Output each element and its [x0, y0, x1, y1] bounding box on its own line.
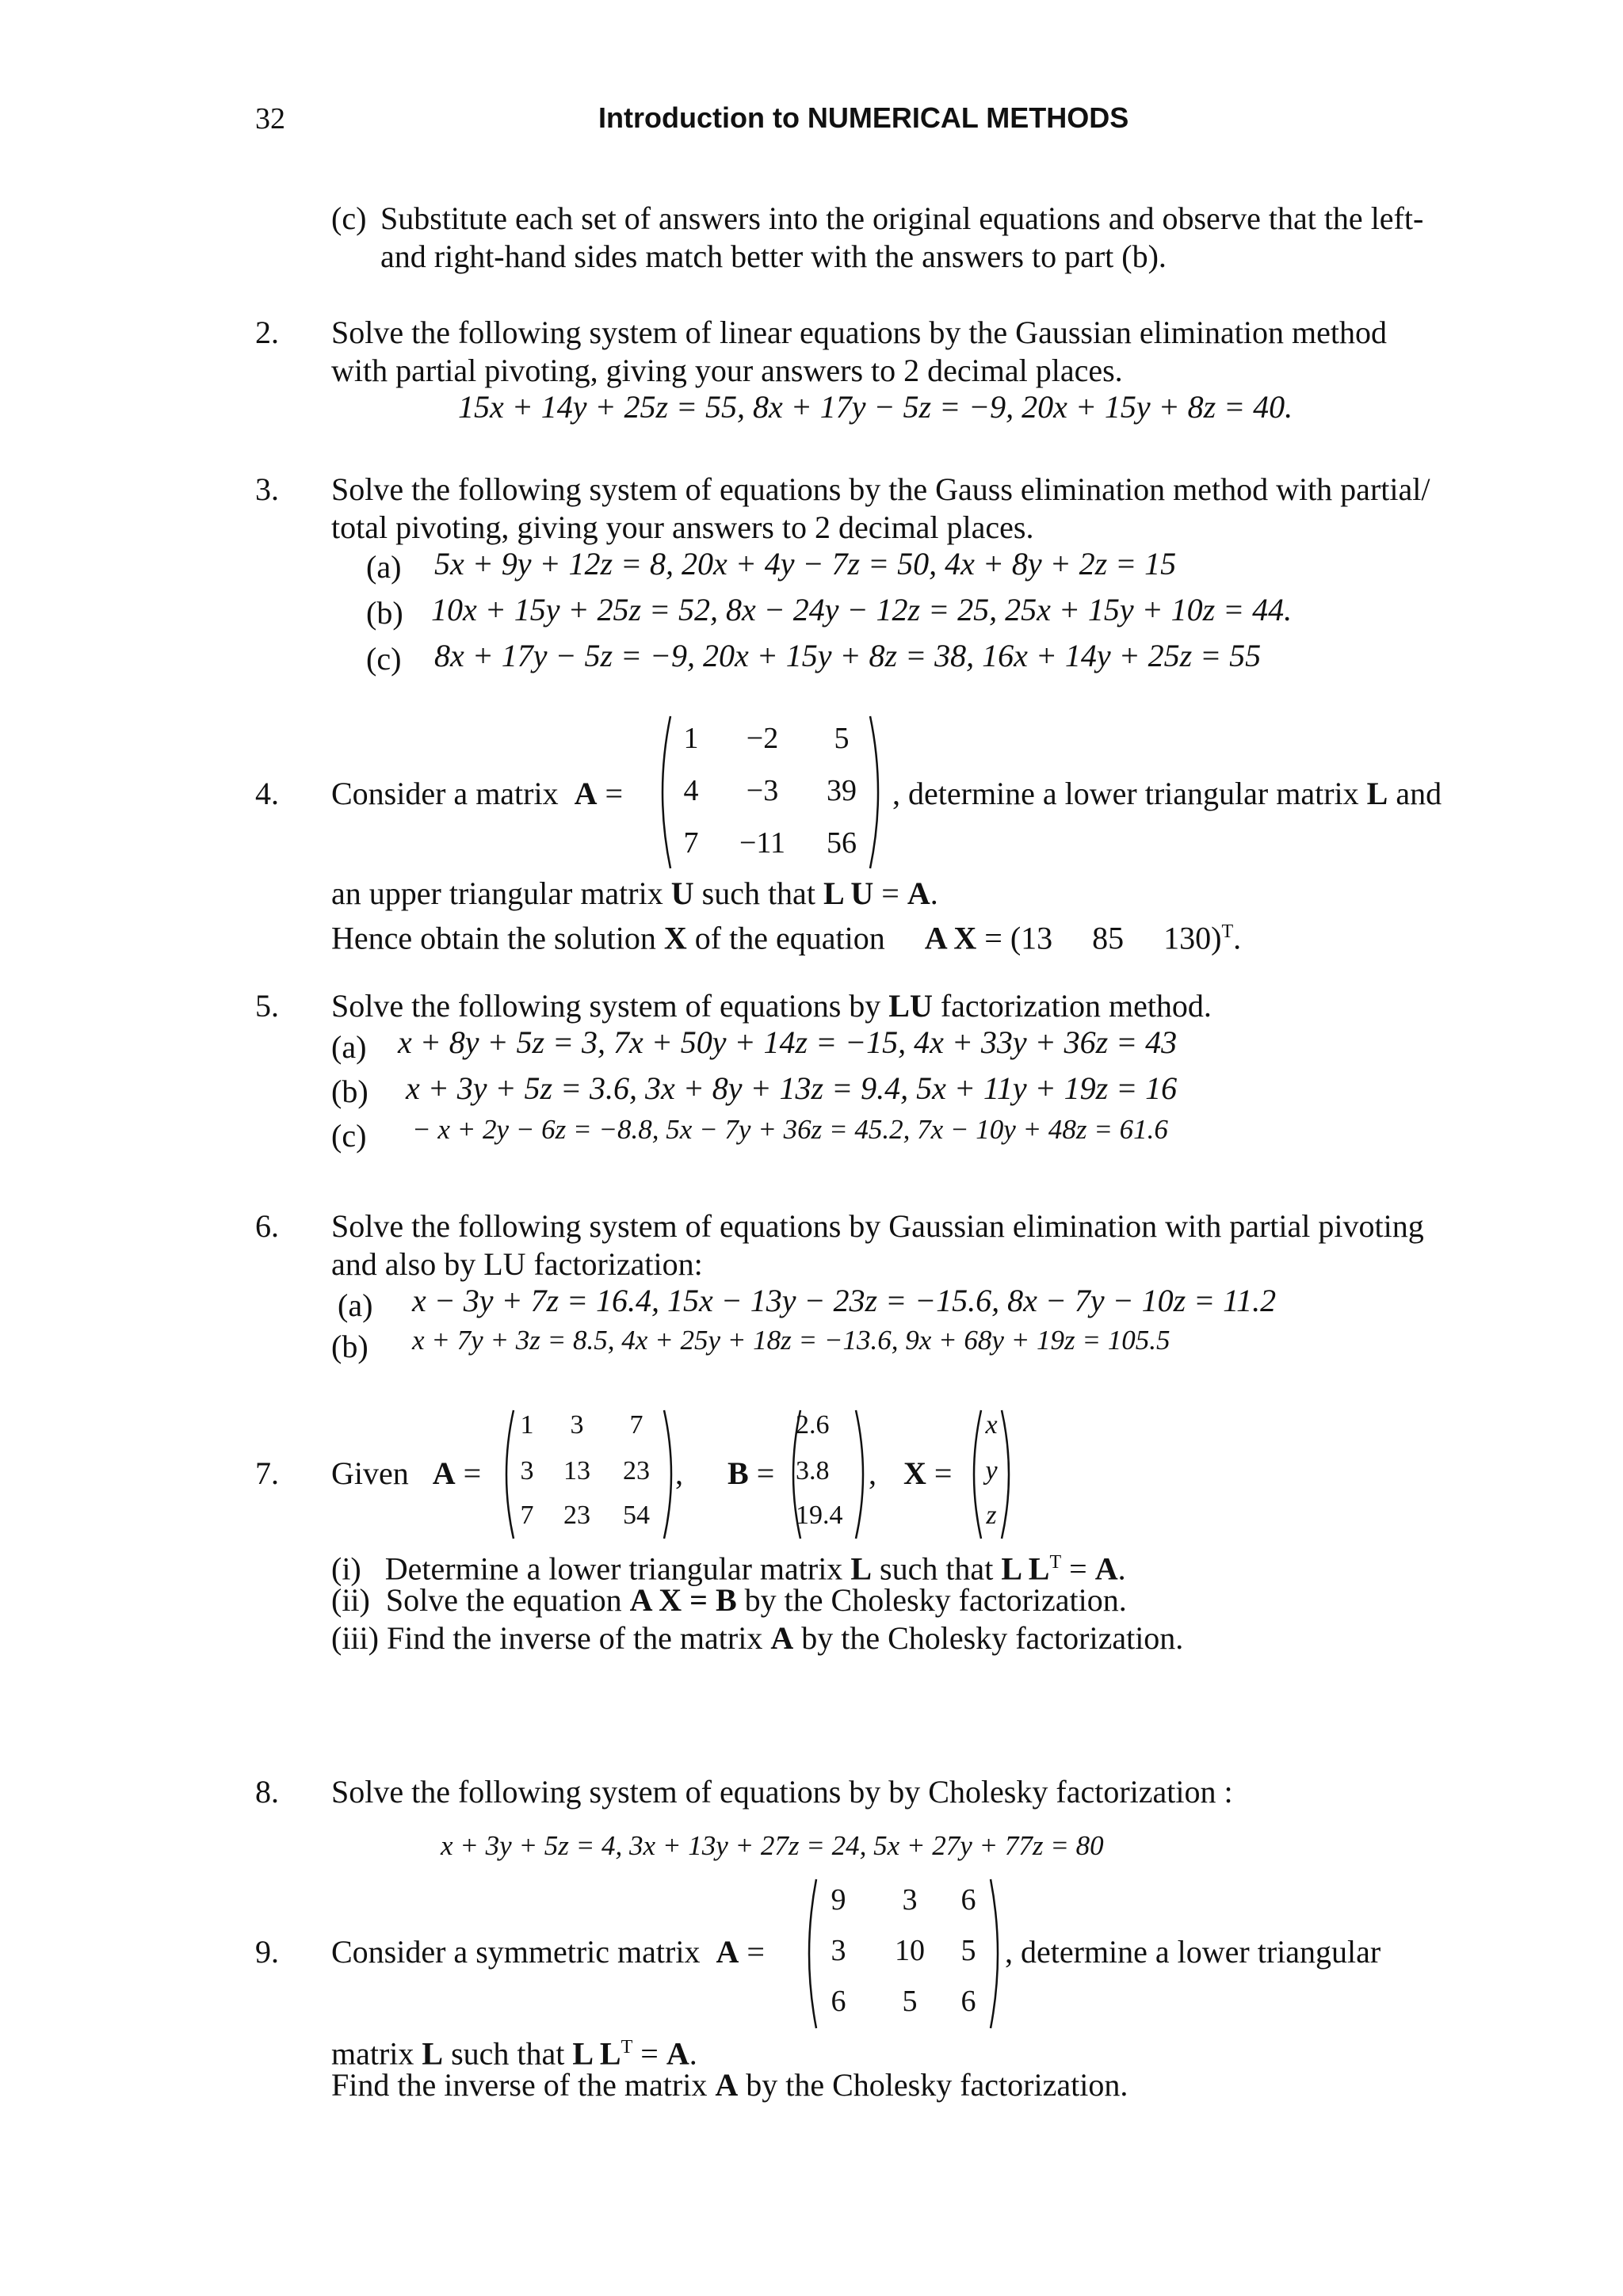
matrix-cell: −3 — [746, 774, 779, 807]
problem-7-lead-text: Given — [331, 1455, 409, 1491]
item-text: such that — [880, 1550, 994, 1587]
problem-7-A-name: A — [432, 1455, 456, 1491]
problem-4-line2-dot: . — [930, 875, 938, 911]
problem-5-number: 5. — [255, 988, 279, 1024]
problem-4-lead: Consider a matrix A = — [331, 776, 624, 811]
problem-6a-equations: x − 3y + 7z = 16.4, 15x − 13y − 23z = −15.6, 8x − 7y − 10z = 11.2 — [412, 1283, 1277, 1318]
item-c-line1: Substitute each set of answers into the original equations and observe that the left- — [380, 200, 1424, 236]
problem-7-B-label — [727, 1455, 774, 1493]
problem-9-line2b: such that — [451, 2035, 565, 2072]
problem-7-matrix-X — [965, 1407, 1018, 1542]
matrix-cell: 13 — [563, 1456, 590, 1486]
problem-7-item-ii — [331, 1581, 1127, 1619]
matrix-cell: 3 — [831, 1934, 846, 1967]
problem-3c-label: (c) — [366, 641, 402, 677]
matrix-cell: 1 — [520, 1410, 534, 1440]
item-c-line2: and right-hand sides match better with the answers to part (b). — [380, 238, 1167, 274]
problem-9-line2-L: L — [422, 2035, 444, 2072]
matrix-cell: 3 — [570, 1410, 584, 1440]
matrix-cell: −11 — [739, 826, 786, 860]
problem-9-lead-text: Consider a symmetric matrix — [331, 1934, 701, 1970]
item-bold: A — [1094, 1550, 1118, 1587]
problem-4-line3-dot: . — [1233, 920, 1242, 956]
problem-3-line2: total pivoting, giving your answers to 2 decimal places. — [331, 509, 1034, 545]
problem-9-number: 9. — [255, 1934, 279, 1970]
problem-4-number: 4. — [255, 776, 279, 811]
problem-9-line3a: Find the inverse of the matrix — [331, 2067, 708, 2103]
problem-4-line3-AX: A X — [924, 920, 977, 956]
item-bold: L — [850, 1550, 872, 1587]
problem-2-line2: with partial pivoting, giving your answers to 2 decimal places. — [331, 353, 1123, 388]
problem-5-line1 — [331, 987, 1212, 1025]
problem-9-line2-dot: . — [689, 2035, 697, 2072]
problem-6a-label: (a) — [338, 1287, 373, 1323]
problem-6b-label: (b) — [331, 1329, 369, 1364]
problem-9-line2-T: T — [621, 2037, 633, 2058]
problem-7-matrix-B — [785, 1407, 872, 1542]
problem-7-item-iii — [331, 1619, 1183, 1657]
problem-7-number: 7. — [255, 1455, 279, 1491]
problem-4-matrix-name: A — [574, 776, 598, 811]
problem-7-B-name: B — [727, 1455, 749, 1491]
problem-7-X-label — [903, 1455, 952, 1493]
matrix-cell: 5 — [834, 722, 850, 755]
problem-9-line2-LL: L L — [572, 2035, 621, 2072]
problem-4-line2 — [331, 875, 938, 913]
matrix-cell: 3 — [902, 1883, 918, 1917]
problem-9-line2-A: A — [666, 2035, 689, 2072]
problem-4-lead-text: Consider a matrix — [331, 776, 559, 811]
problem-9-line3b: by the Cholesky factorization. — [746, 2067, 1128, 2103]
matrix-cell: 7 — [629, 1410, 643, 1440]
problem-6-number: 6. — [255, 1208, 279, 1244]
item-text: Determine a lower triangular matrix — [384, 1550, 843, 1587]
problem-7-lead — [331, 1455, 481, 1493]
problem-9-trail: , determine a lower triangular — [1005, 1934, 1381, 1970]
problem-4-line2b: such that — [701, 875, 815, 911]
item-text: by the Cholesky factorization. — [744, 1582, 1127, 1618]
problem-6-line1: Solve the following system of equations by Gaussian elimination with partial pivoting — [331, 1208, 1424, 1244]
running-title: Introduction to NUMERICAL METHODS — [598, 101, 1129, 134]
matrix-cell: 2.6 — [796, 1410, 830, 1440]
problem-4-line3-X: X — [663, 920, 687, 956]
matrix-cell: 54 — [623, 1501, 650, 1530]
matrix-cell: 1 — [683, 722, 699, 755]
problem-7-matrix-A — [498, 1407, 680, 1542]
matrix-cell: x — [985, 1410, 998, 1440]
problem-3a-equations: 5x + 9y + 12z = 8, 20x + 4y − 7z = 50, 4x + 8y + 2z = 15 — [434, 546, 1177, 582]
matrix-cell: 5 — [902, 1985, 918, 2018]
problem-9-line2-eq: = — [640, 2035, 659, 2072]
matrix-cell: 23 — [623, 1456, 650, 1486]
problem-4-matrix — [651, 713, 889, 871]
problem-7-X-name: X — [903, 1455, 926, 1491]
problem-8-equations: x + 3y + 5z = 4, 3x + 13y + 27z = 24, 5x + 27y + 77z = 80 — [441, 1830, 1104, 1861]
problem-4-line3a: Hence obtain the solution — [331, 920, 656, 956]
matrix-cell: −2 — [746, 722, 779, 755]
problem-4-line2-U: U — [670, 875, 694, 911]
problem-5b-equations: x + 3y + 5z = 3.6, 3x + 8y + 13z = 9.4, 5x + 11y + 19z = 16 — [406, 1070, 1178, 1106]
problem-4-line3-rhs: = (13 85 130) — [984, 920, 1222, 956]
matrix-cell: 6 — [960, 1985, 976, 2018]
item-bold: L L — [1001, 1550, 1050, 1587]
comma: , — [869, 1455, 876, 1491]
problem-4-line2a: an upper triangular matrix — [331, 875, 663, 911]
problem-9-line3-A: A — [715, 2067, 739, 2103]
problem-8-number: 8. — [255, 1774, 279, 1810]
item-label: (ii) — [331, 1582, 370, 1618]
problem-5a-label: (a) — [331, 1029, 367, 1065]
item-text: by the Cholesky factorization. — [801, 1620, 1184, 1656]
problem-3a-label: (a) — [366, 549, 402, 585]
matrix-cell: 10 — [895, 1934, 925, 1967]
problem-2-equations: 15x + 14y + 25z = 55, 8x + 17y − 5z = −9, 20x + 15y + 8z = 40. — [458, 389, 1293, 425]
problem-4-line3b: of the equation — [694, 920, 885, 956]
problem-4-line2-A: A — [907, 875, 930, 911]
matrix-cell: 3 — [520, 1456, 534, 1486]
problem-5-line1a: Solve the following system of equations by — [331, 988, 881, 1024]
problem-5b-label: (b) — [331, 1074, 369, 1109]
problem-3b-label: (b) — [366, 595, 403, 631]
eq-sign: = — [756, 1455, 775, 1491]
comma: , — [675, 1455, 683, 1491]
item-label: (i) — [331, 1550, 361, 1587]
problem-4-line2-LU: L U — [823, 875, 874, 911]
item-label: (iii) — [331, 1620, 379, 1656]
matrix-cell: 4 — [683, 774, 699, 807]
item-bold: A X = B — [629, 1582, 737, 1618]
problem-2-number: 2. — [255, 315, 279, 350]
matrix-cell: 19.4 — [796, 1501, 843, 1530]
matrix-cell: 6 — [960, 1883, 976, 1917]
problem-4-line2-eq: = — [881, 875, 899, 911]
item-sup: T — [1049, 1552, 1062, 1573]
problem-9-matrix-name: A — [716, 1934, 739, 1970]
item-text: Solve the equation — [385, 1582, 622, 1618]
problem-6b-equations: x + 7y + 3z = 8.5, 4x + 25y + 18z = −13.6, 9x + 68y + 19z = 105.5 — [412, 1325, 1170, 1356]
matrix-cell: 39 — [827, 774, 857, 807]
problem-3-line1: Solve the following system of equations by the Gauss elimination method with partial/ — [331, 471, 1430, 507]
item-bold: A — [770, 1620, 794, 1656]
matrix-cell: 9 — [831, 1883, 846, 1917]
matrix-cell: 7 — [520, 1501, 534, 1530]
matrix-cell: 5 — [960, 1934, 976, 1967]
problem-4-line3 — [331, 913, 1241, 957]
problem-6-line2: and also by LU factorization: — [331, 1246, 703, 1282]
problem-5c-label: (c) — [331, 1118, 367, 1154]
eq-sign: = — [934, 1455, 953, 1491]
page-number: 32 — [255, 102, 285, 135]
problem-4-line3-T: T — [1221, 921, 1234, 942]
problem-9-line3 — [331, 2066, 1128, 2104]
problem-3-number: 3. — [255, 471, 279, 507]
matrix-cell: 6 — [831, 1985, 846, 2018]
matrix-cell: z — [986, 1501, 997, 1530]
matrix-cell: 23 — [563, 1501, 590, 1530]
item-text: Find the inverse of the matrix — [386, 1620, 763, 1656]
problem-9-lead: Consider a symmetric matrix A = — [331, 1934, 765, 1970]
problem-9-matrix — [799, 1876, 1008, 2031]
matrix-cell: 56 — [827, 826, 857, 860]
problem-2-line1: Solve the following system of linear equations by the Gaussian elimination method — [331, 315, 1387, 350]
item-text: . — [1117, 1550, 1126, 1587]
problem-3c-equations: 8x + 17y − 5z = −9, 20x + 15y + 8z = 38, 16x + 14y + 25z = 55 — [434, 638, 1262, 673]
problem-5c-equations: − x + 2y − 6z = −8.8, 5x − 7y + 36z = 45.2, 7x − 10y + 48z = 61.6 — [412, 1114, 1168, 1145]
matrix-cell: 3.8 — [796, 1456, 830, 1486]
problem-4-trail — [892, 775, 1442, 813]
problem-4-trail-and: and — [1396, 776, 1442, 811]
problem-5a-equations: x + 8y + 5z = 3, 7x + 50y + 14z = −15, 4x + 33y + 36z = 43 — [398, 1024, 1178, 1060]
eq-sign: = — [463, 1455, 482, 1491]
problem-8-line1: Solve the following system of equations by by Cholesky factorization : — [331, 1774, 1233, 1810]
problem-4-trail-text: , determine a lower triangular matrix — [892, 776, 1359, 811]
matrix-cell: y — [985, 1456, 998, 1486]
problem-9-line2a: matrix — [331, 2035, 414, 2072]
problem-3b-equations: 10x + 15y + 25z = 52, 8x − 24y − 12z = 25, 25x + 15y + 10z = 44. — [431, 592, 1293, 627]
item-c-label: (c) — [331, 200, 367, 236]
item-text: = — [1069, 1550, 1087, 1587]
problem-5-line1-LU: LU — [888, 988, 933, 1024]
problem-5-line1b: factorization method. — [940, 988, 1212, 1024]
matrix-cell: 7 — [683, 826, 699, 860]
problem-4-trail-L: L — [1366, 776, 1388, 811]
